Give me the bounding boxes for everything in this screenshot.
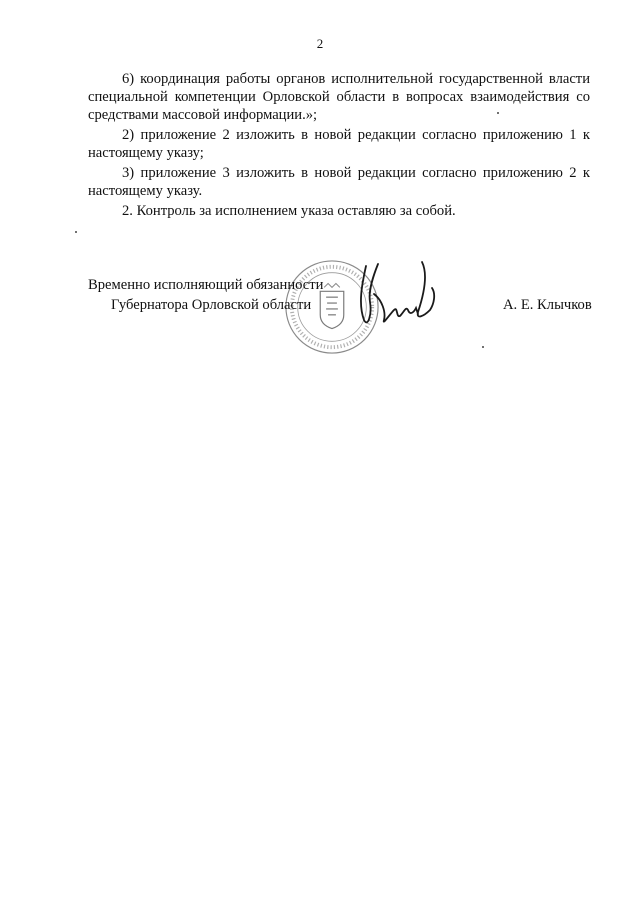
scan-speck	[75, 231, 77, 233]
scan-speck	[482, 346, 484, 348]
paragraph-item-6: 6) координация работы органов исполнительной государственной власти специальной компетенции Орловской области в вопросах взаимодействия со средствами массовой информации.»;	[88, 71, 590, 123]
decree-body	[88, 70, 590, 222]
scan-speck	[497, 112, 499, 114]
handwritten-signature	[344, 254, 444, 334]
paragraph-control: 2. Контроль за исполнением указа оставляю за собой.	[122, 203, 456, 219]
page-number: 2	[316, 36, 324, 51]
signatory-title-line1: Временно исполняющий обязанности	[88, 277, 324, 293]
signatory-name: А. Е. Клычков	[503, 297, 592, 313]
paragraph-appendix-2: 2) приложение 2 изложить в новой редакции согласно приложению 1 к настоящему указу;	[88, 127, 590, 161]
signatory-title-line2: Губернатора Орловской области	[111, 297, 312, 313]
paragraph-appendix-3: 3) приложение 3 изложить в новой редакции согласно приложению 2 к настоящему указу.	[88, 165, 590, 199]
